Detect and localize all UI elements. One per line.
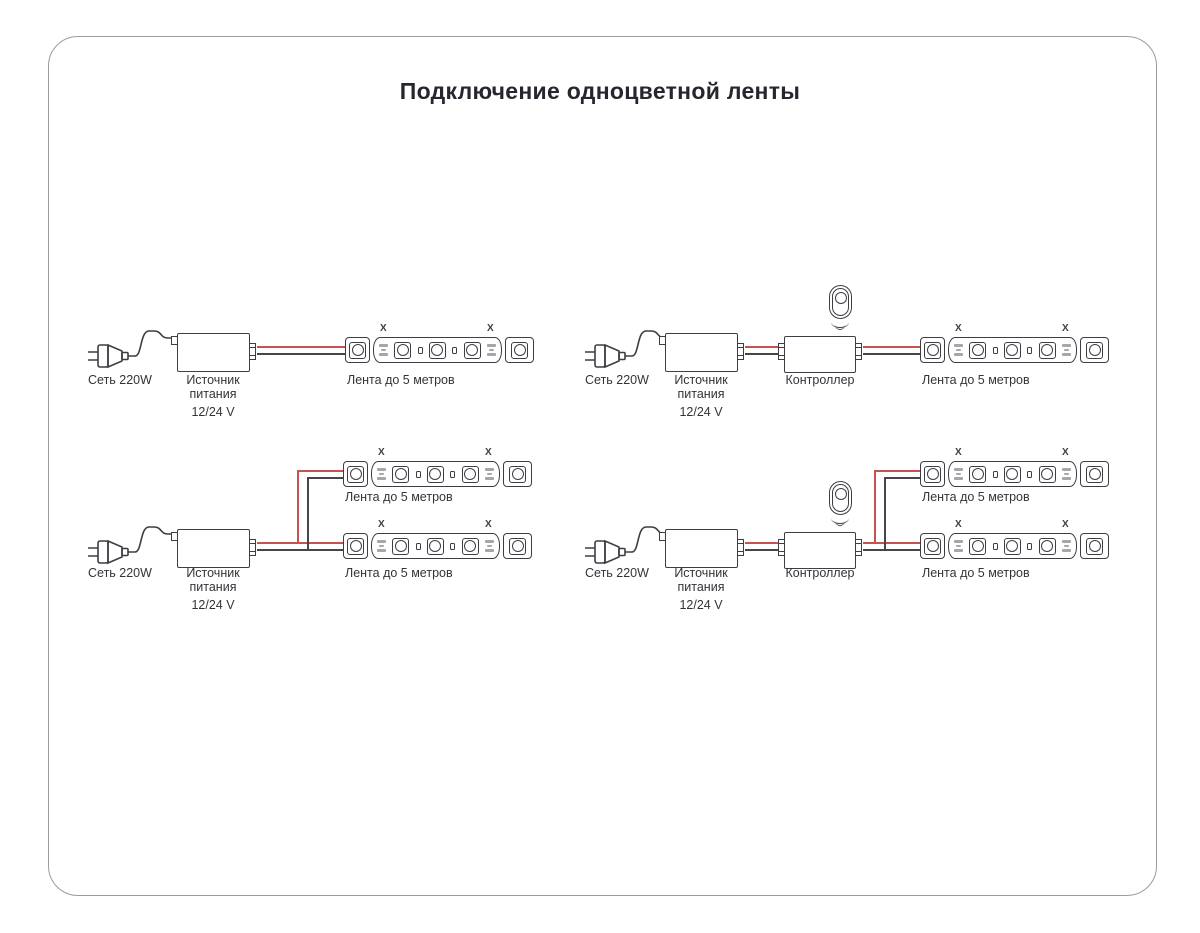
- cut-mark: X: [378, 447, 385, 458]
- cut-mark: X: [378, 519, 385, 530]
- remote-control-icon: [829, 481, 852, 515]
- positive-wire: [863, 542, 920, 544]
- psu-label: [651, 567, 751, 613]
- led-strip: [920, 519, 1109, 559]
- wireless-signal-icon: [831, 518, 849, 527]
- strip-end-segment: [920, 461, 945, 487]
- psu-voltage-label: 12/24 V: [679, 405, 723, 419]
- controller-output-terminal: [855, 539, 862, 556]
- resistor-icon: [993, 543, 998, 550]
- strip-label: Лента до 5 метров: [345, 490, 453, 504]
- mains-label: Сеть 220W: [88, 566, 152, 580]
- psu-label-line1: Источник: [674, 566, 728, 580]
- psu-voltage-label: 12/24 V: [679, 598, 723, 612]
- strip-end-segment: [1080, 533, 1109, 559]
- led-strip: [920, 447, 1109, 487]
- mains-label: Сеть 220W: [585, 373, 649, 387]
- resistor-icon: [1027, 471, 1032, 478]
- positive-wire-branch: [874, 470, 876, 543]
- negative-wire: [884, 477, 920, 479]
- negative-wire-branch: [884, 477, 886, 550]
- cut-mark: X: [955, 323, 962, 334]
- cut-mark: X: [487, 323, 494, 334]
- led-chip-icon: [969, 538, 986, 555]
- cut-mark: X: [1062, 519, 1069, 530]
- psu-label-line2: питания: [189, 579, 237, 594]
- cut-mark: X: [485, 519, 492, 530]
- strip-label: Лента до 5 метров: [922, 490, 1030, 504]
- led-chip-icon: [1004, 538, 1021, 555]
- cut-mark: X: [955, 447, 962, 458]
- strip-label: Лента до 5 метров: [345, 566, 453, 580]
- strip-end-segment: [920, 533, 945, 559]
- psu-output-terminal: [737, 539, 744, 556]
- strip-label: Лента до 5 метров: [922, 566, 1030, 580]
- solder-pads-icon: [954, 468, 963, 480]
- strip-label: Лента до 5 метров: [347, 373, 455, 387]
- led-chip-icon: [969, 466, 986, 483]
- controller-input-terminal: [778, 539, 785, 556]
- cut-mark: X: [485, 447, 492, 458]
- led-chip-icon: [1004, 466, 1021, 483]
- solder-pads-icon: [1062, 468, 1071, 480]
- strip-main-segment: [948, 461, 1077, 487]
- led-chip-icon: [924, 466, 941, 483]
- controller-label: Контроллер: [785, 373, 855, 387]
- cut-mark: X: [1062, 447, 1069, 458]
- cut-mark: X: [1062, 323, 1069, 334]
- mains-label: Сеть 220W: [585, 566, 649, 580]
- psu-label-line1: Источник: [186, 373, 240, 387]
- strip-end-segment: [1080, 461, 1109, 487]
- cut-mark: X: [380, 323, 387, 334]
- solder-pads-icon: [954, 540, 963, 552]
- led-chip-icon: [1086, 466, 1103, 483]
- positive-wire: [745, 542, 778, 544]
- strip-label: Лента до 5 метров: [922, 373, 1030, 387]
- positive-wire: [874, 470, 920, 472]
- cut-mark: X: [955, 519, 962, 530]
- strip-main-segment: [948, 533, 1077, 559]
- resistor-icon: [993, 471, 998, 478]
- led-chip-icon: [924, 538, 941, 555]
- led-chip-icon: [1086, 538, 1103, 555]
- negative-wire: [745, 549, 778, 551]
- solder-pads-icon: [1062, 540, 1071, 552]
- power-supply-box: [665, 529, 738, 568]
- led-chip-icon: [1039, 466, 1056, 483]
- led-chip-icon: [1039, 538, 1056, 555]
- psu-label-line2: питания: [677, 579, 725, 594]
- negative-wire: [863, 549, 920, 551]
- mains-label: Сеть 220W: [88, 373, 152, 387]
- page-title: Подключение одноцветной ленты: [399, 78, 801, 104]
- psu-label-line2: питания: [189, 386, 237, 401]
- controller-box: [784, 532, 856, 569]
- psu-label-line2: питания: [677, 386, 725, 401]
- psu-voltage-label: 12/24 V: [191, 405, 235, 419]
- controller-label: Контроллер: [785, 566, 855, 580]
- psu-label-line1: Источник: [186, 566, 240, 580]
- psu-voltage-label: 12/24 V: [191, 598, 235, 612]
- psu-input-terminal: [659, 532, 666, 541]
- psu-label-line1: Источник: [674, 373, 728, 387]
- resistor-icon: [1027, 543, 1032, 550]
